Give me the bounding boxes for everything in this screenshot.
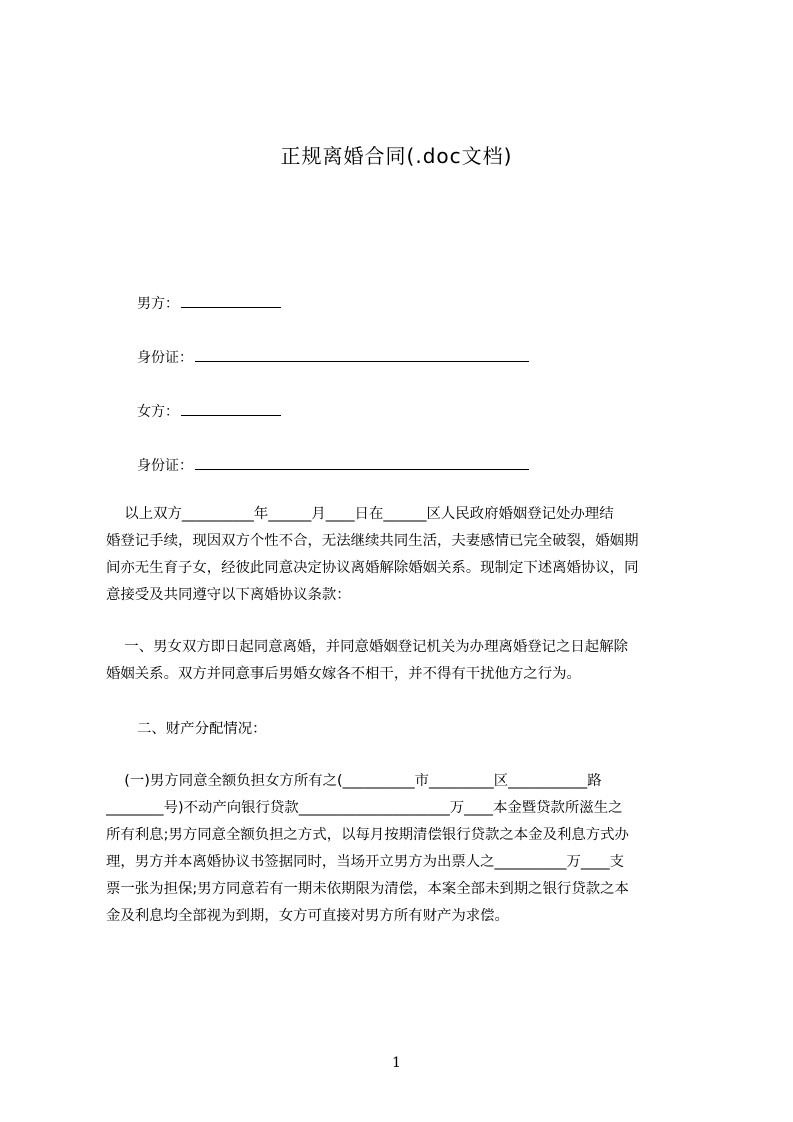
clause-2a-paragraph (106, 768, 702, 930)
paragraph-line: ________号)不动产向银行贷款_____________________万____本金暨贷款所滋生之 (106, 800, 623, 816)
field-label: 身份证： (137, 458, 193, 474)
paragraph-line: (一)男方同意全额负担女方所有之(__________市_________区___________路 (106, 773, 602, 789)
paragraph-line: 意接受及共同遵守以下离婚协议条款： (106, 587, 351, 603)
paragraph-line: 婚登记手续，现因双方个性不合，无法继续共同生活，夫妻感情已完全破裂，婚姻期 (106, 533, 639, 549)
page-number: 1 (392, 1055, 401, 1071)
paragraph-line: 理，男方并本离婚协议书签据同时，当场开立男方为出票人之__________万____支 (106, 854, 625, 870)
field-male-id (137, 346, 529, 367)
blank-line (181, 292, 281, 308)
field-label: 女方： (137, 404, 179, 420)
document-title: 正规离婚合同(.doc文档) (280, 144, 513, 168)
paragraph-line: 间亦无生育子女，经彼此同意决定协议离婚解除婚姻关系。现制定下述离婚协议，同 (106, 560, 639, 576)
paragraph-line: 所有利息;男方同意全额负担之方式，以每月按期清偿银行贷款之本金及利息方式办 (106, 827, 629, 843)
blank-line (181, 400, 281, 416)
field-label: 男方： (137, 296, 179, 312)
blank-line (195, 346, 529, 362)
blank-line (195, 454, 529, 470)
field-male-party (137, 292, 281, 313)
field-female-party (137, 400, 281, 421)
paragraph-line: 婚姻关系。双方并同意事后男婚女嫁各不相干，并不得有干扰他方之行为。 (106, 666, 581, 682)
intro-paragraph (106, 501, 702, 609)
clause-2-heading: 二、财产分配情况： (137, 721, 267, 737)
field-female-id (137, 454, 529, 475)
clause-1-paragraph (106, 634, 702, 688)
paragraph-line: 一、男女双方即日起同意离婚，并同意婚姻登记机关为办理离婚登记之日起解除 (106, 639, 628, 655)
paragraph-line: 以上双方__________年______月____日在______区人民政府婚姻登记处办理结 (106, 506, 614, 522)
field-label: 身份证： (137, 350, 193, 366)
paragraph-line: 金及利息均全部视为到期，女方可直接对男方所有财产为求偿。 (106, 908, 509, 924)
paragraph-line: 票一张为担保;男方同意若有一期未依期限为清偿，本案全部未到期之银行贷款之本 (106, 881, 629, 897)
